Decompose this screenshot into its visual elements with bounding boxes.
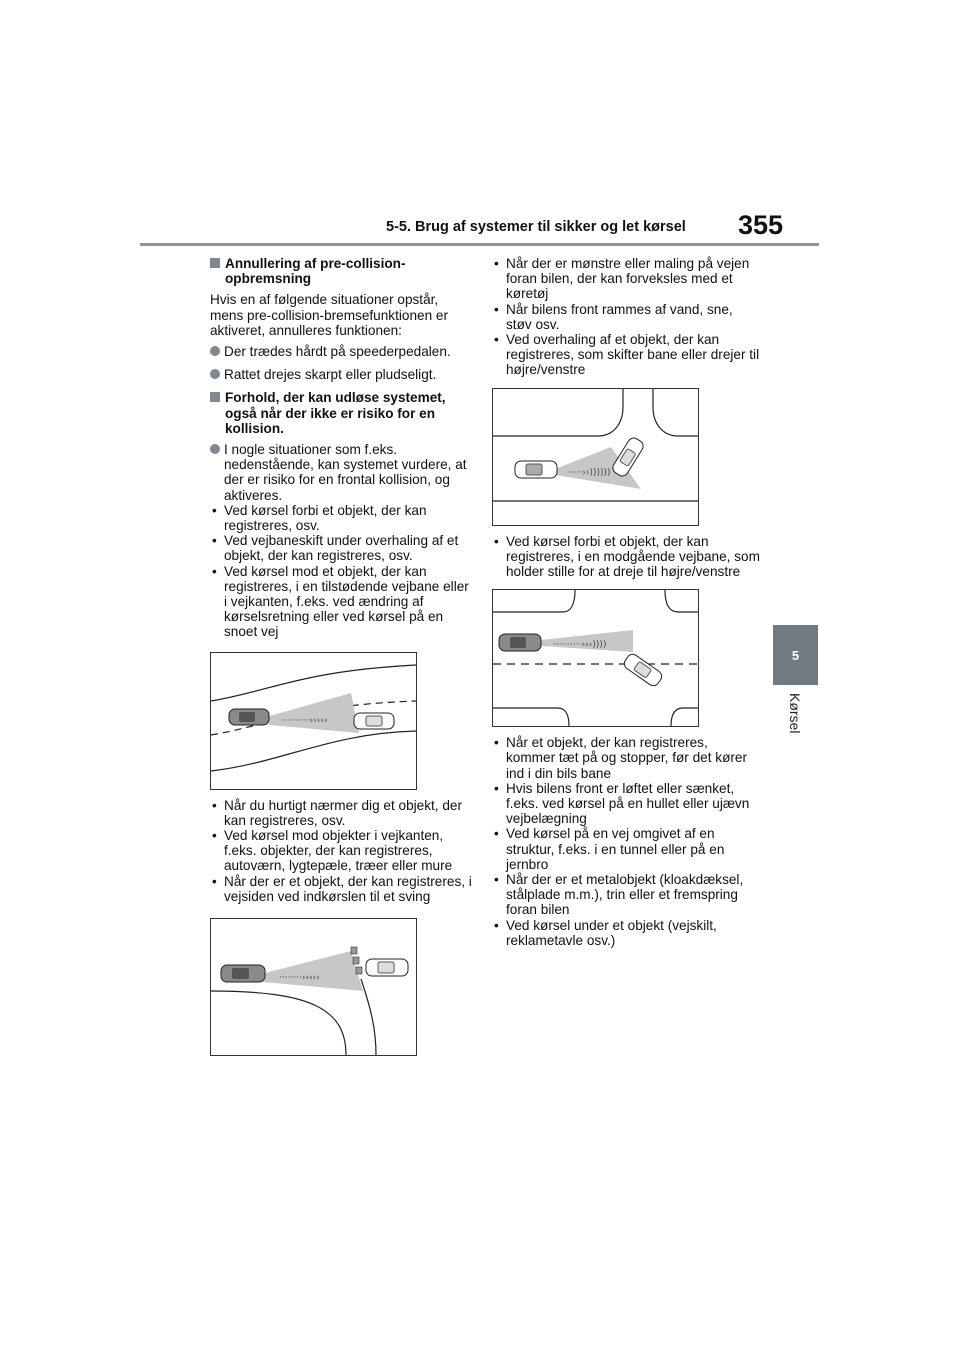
header-rule: [140, 243, 819, 246]
section-heading: [210, 256, 472, 286]
bullet-list: [210, 798, 472, 904]
circle-bullet: [210, 367, 472, 382]
square-bullet-icon: [210, 258, 220, 268]
left-column: [210, 256, 472, 1056]
bullet-list: [210, 503, 472, 640]
list-item: • Ved overhaling af et objekt, der kan registreres, som skifter bane eller drejer til højre/venstre: [492, 332, 760, 378]
illustration-turning-vehicle: [492, 388, 699, 526]
list-item: • Hvis bilens front er løftet eller sænket, f.eks. ved kørsel på en hullet eller ujævn vejbelægning: [492, 781, 760, 827]
list-item: • Ved kørsel forbi et objekt, der kan registreres, i en modgående vejbane, som holder stille for at dreje til højre/venstre: [492, 534, 760, 580]
square-bullet-icon: [210, 392, 220, 402]
circle-bullet-icon: [210, 444, 220, 454]
svg-text:··········›››››: ··········›››››: [281, 715, 328, 726]
bullet-list: [492, 735, 760, 948]
right-column: [492, 256, 760, 948]
list-item: • Ved kørsel forbi et objekt, der kan registreres, osv.: [210, 503, 472, 533]
list-item: • Når der er mønstre eller maling på vejen foran bilen, der kan forveksles med et køretøj: [492, 256, 760, 302]
list-item: • Ved vejbaneskift under overhaling af et objekt, der kan registreres, osv.: [210, 533, 472, 563]
heading-text: Forhold, der kan udløse systemet, også når der ikke er risiko for en kollision.: [225, 390, 446, 436]
list-item: • Ved kørsel under et objekt (vejskilt, reklametavle osv.): [492, 918, 760, 948]
circle-bullet: [210, 344, 472, 359]
circle-bullet-icon: [210, 346, 220, 356]
list-item: • Ved kørsel på en vej omgivet af en struktur, f.eks. i en tunnel eller på en jernbro: [492, 826, 760, 872]
circle-bullet-icon: [210, 369, 220, 379]
chapter-tab[interactable]: [773, 625, 818, 685]
illustration-oncoming-turn: [492, 589, 699, 727]
list-item: • Når et objekt, der kan registreres, kommer tæt på og stopper, før det kører ind i din bils bane: [492, 735, 760, 781]
paragraph: Hvis en af følgende situationer opstår, mens pre-collision-bremsefunktionen er aktiveret, annulleres funktionen:: [210, 292, 448, 338]
svg-text:········›››››: ········›››››: [279, 973, 320, 984]
chapter-label: Kørsel: [787, 693, 803, 734]
bullet-text: Der trædes hårdt på speederpedalen.: [224, 344, 451, 360]
circle-bullet: [210, 442, 472, 503]
heading-text: Annullering af pre-collision-opbremsning: [225, 256, 406, 287]
svg-text:·····››)))))): ·····››)))))): [568, 467, 611, 478]
list-item: • Ved kørsel mod et objekt, der kan registreres, i en tilstødende vejbane eller i vejkanten, f.eks. ved ændring af kørselsretning eller ved kørsel på en snoet vej: [210, 564, 472, 640]
list-item: • Ved kørsel mod objekter i vejkanten, f.eks. objekter, der kan registreres, autoværn, lygtepæle, træer eller mure: [210, 828, 472, 874]
bullet-list: [492, 256, 760, 378]
list-item: • Når bilens front rammes af vand, sne, støv osv.: [492, 302, 760, 332]
illustration-curved-road: [210, 652, 417, 790]
chapter-number: 5: [791, 647, 800, 663]
section-heading: [210, 390, 472, 436]
bullet-text: I nogle situationer som f.eks. nedenstående, kan systemet vurdere, at der er risiko for en frontal kollision, og aktiveres.: [224, 442, 467, 503]
page-number: 355: [738, 210, 784, 240]
illustration-curve-entry: [210, 918, 417, 1056]
list-item: • Når der er et objekt, der kan registreres, i vejsiden ved indkørslen til et sving: [210, 874, 472, 904]
section-title: 5-5. Brug af systemer til sikker og let kørsel: [386, 219, 686, 235]
svg-text:··········›››)))): ··········›››)))): [553, 640, 607, 651]
list-item: • Når du hurtigt nærmer dig et objekt, der kan registreres, osv.: [210, 798, 472, 828]
bullet-text: Rattet drejes skarpt eller pludseligt.: [224, 367, 437, 383]
bullet-list: [492, 534, 760, 580]
list-item: • Når der er et metalobjekt (kloakdæksel, stålplade m.m.), trin eller et fremspring foran bilen: [492, 872, 760, 918]
